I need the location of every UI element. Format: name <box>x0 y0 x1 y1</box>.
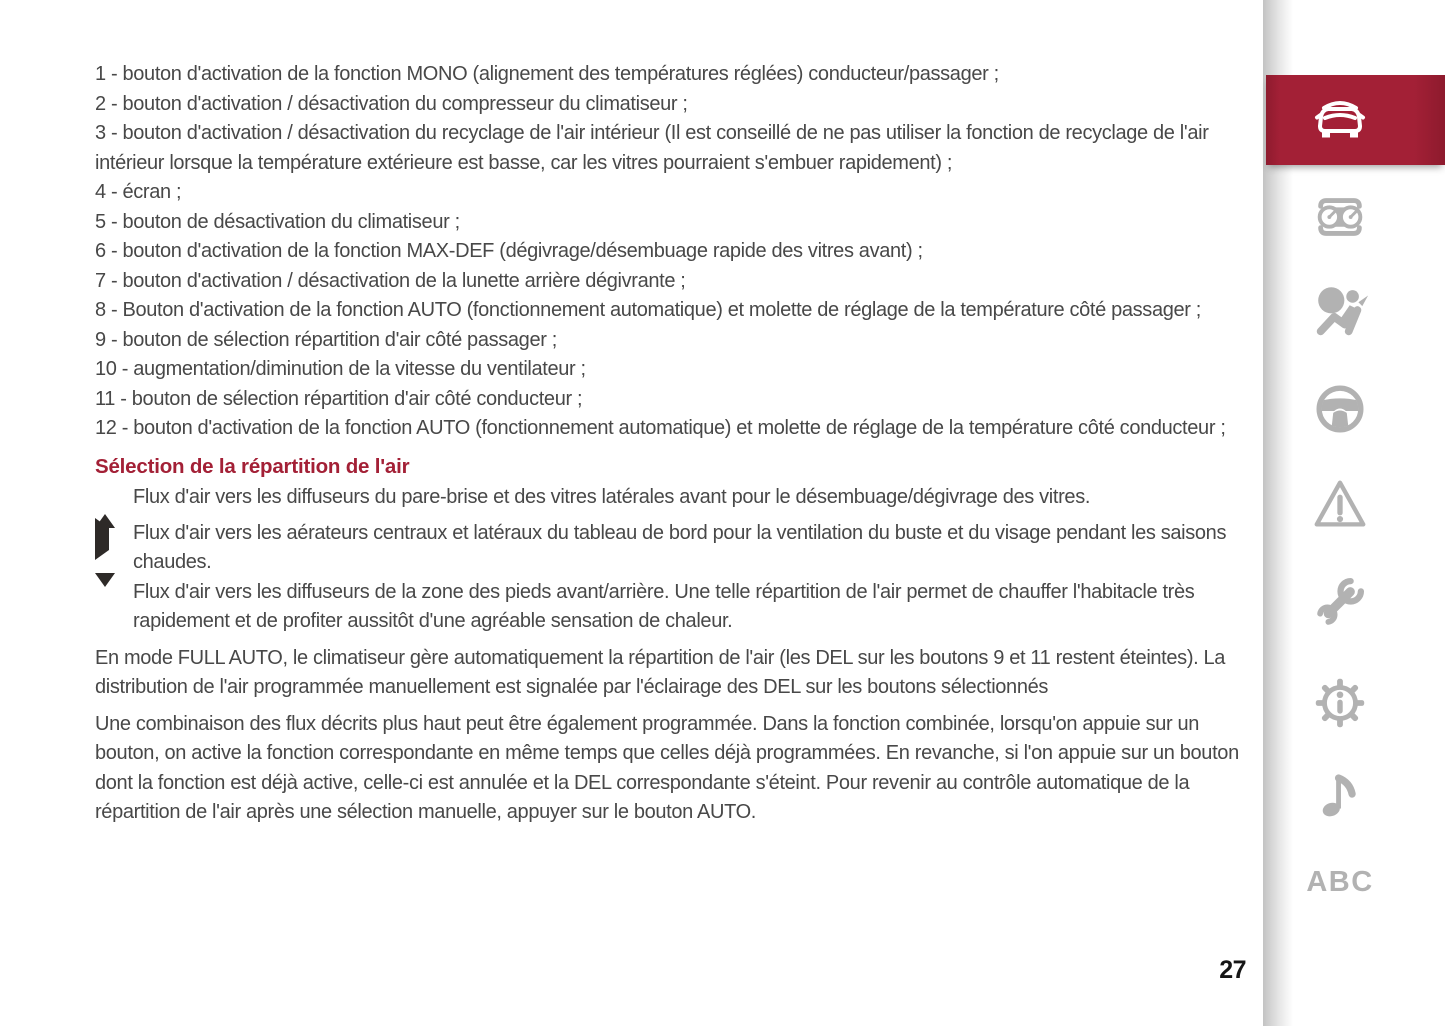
abc-label: ABC <box>1306 866 1374 898</box>
paragraph-full-auto: En mode FULL AUTO, le climatiseur gère automatiquement la répartition de l'air (les DEL sur les boutons 9 et 11 restent éteintes). La distribution de l'air programmée manuellement est signalée par l'éclairage des DEL sur les boutons sélectionnés <box>95 646 1226 698</box>
sidebar-tab-safety[interactable] <box>1308 279 1372 343</box>
sidebar-tab-technical-data[interactable] <box>1308 671 1372 735</box>
air-bullet-dashboard <box>95 519 1247 578</box>
car-icon <box>1308 95 1372 145</box>
wrench-icon <box>1309 570 1371 634</box>
legend-item-8: 8 - Bouton d'activation de la fonction AUTO (fonctionnement automatique) et molette de réglage de la température côté passager ; <box>95 299 1202 321</box>
legend-item-9: 9 - bouton de sélection répartition d'air côté passager ; <box>95 328 557 351</box>
bullet-text: Flux d'air vers les aérateurs centraux et latéraux du tableau de bord pour la ventilation du buste et du visage pendant les saisons chaudes. <box>133 521 1227 573</box>
section-title: Sélection de la répartition de l'air <box>95 454 410 478</box>
page-number: 27 <box>1219 956 1246 984</box>
music-note-icon <box>1309 763 1371 827</box>
legend-item-10: 10 - augmentation/diminution de la vitesse du ventilateur ; <box>95 358 586 380</box>
warning-triangle-icon <box>1309 473 1371 537</box>
sidebar-tab-index[interactable] <box>1300 866 1380 899</box>
legend-item-1: 1 - bouton d'activation de la fonction MONO (alignement des températures réglées) conducteur/passager ; <box>95 63 999 85</box>
steering-wheel-icon <box>1309 377 1371 441</box>
triangle-right-icon <box>95 519 133 578</box>
sidebar-tab-dashboard[interactable] <box>1308 185 1372 249</box>
sidebar-tab-multimedia[interactable] <box>1308 763 1372 827</box>
bullet-text: Flux d'air vers les diffuseurs de la zone des pieds avant/arrière. Une telle répartition de l'air permet de chauffer l'habitacle très rapidement et de profiter aussitôt d'une agréable sensation de chaleur. <box>133 580 1195 632</box>
sidebar-tab-maintenance[interactable] <box>1308 570 1372 634</box>
legend-item-6: 6 - bouton d'activation de la fonction MAX-DEF (dégivrage/désembuage rapide des vitres avant) ; <box>95 240 923 262</box>
legend-item-3: 3 - bouton d'activation / désactivation du recyclage de l'air intérieur (Il est conseillé de ne pas utiliser la fonction de recyclage de l'air intérieur lorsque la température extérieure est basse, car les vitres pourraient s'embuer rapidement) ; <box>95 122 1209 174</box>
paragraph-combination: Une combinaison des flux décrits plus haut peut être également programmée. Dans la fonction combinée, lorsqu'on appuie sur un bouton, on active la fonction correspondante en même temps que celles déjà programmées. En revanche, si l'on appuie sur un bouton dont la fonction est déjà active, celle-ci est annulée et la DEL correspondante s'éteint. Pour revenir au contrôle automatique de la répartition de l'air après une sélection manuelle, appuyer sur le bouton AUTO. <box>95 712 1239 823</box>
sidebar-tab-vehicle[interactable] <box>1266 75 1445 165</box>
legend-item-12: 12 - bouton d'activation de la fonction AUTO (fonctionnement automatique) et molette de réglage de la température côté conducteur ; <box>95 417 1226 439</box>
legend-item-7: 7 - bouton d'activation / désactivation de la lunette arrière dégivrante ; <box>95 269 686 292</box>
triangle-down-icon <box>95 578 133 637</box>
air-bullet-feet <box>95 578 1247 637</box>
dashboard-icon <box>1309 193 1371 241</box>
legend-item-2: 2 - bouton d'activation / désactivation du compresseur du climatiseur ; <box>95 92 688 115</box>
legend-item-5: 5 - bouton de désactivation du climatiseur ; <box>95 210 460 233</box>
bullet-text: Flux d'air vers les diffuseurs du pare-brise et des vitres latérales avant pour le désembuage/dégivrage des vitres. <box>133 486 1091 508</box>
page-content <box>95 60 1247 828</box>
legend-item-4: 4 - écran ; <box>95 181 182 203</box>
sidebar-tab-driving[interactable] <box>1308 377 1372 441</box>
legend-item-11: 11 - bouton de sélection répartition d'air côté conducteur ; <box>95 387 583 410</box>
gear-info-icon <box>1309 671 1371 735</box>
sidebar-tab-emergency[interactable] <box>1308 473 1372 537</box>
air-bullet-windshield <box>95 483 1247 519</box>
triangle-up-icon <box>95 483 133 519</box>
airbag-icon <box>1309 279 1371 343</box>
